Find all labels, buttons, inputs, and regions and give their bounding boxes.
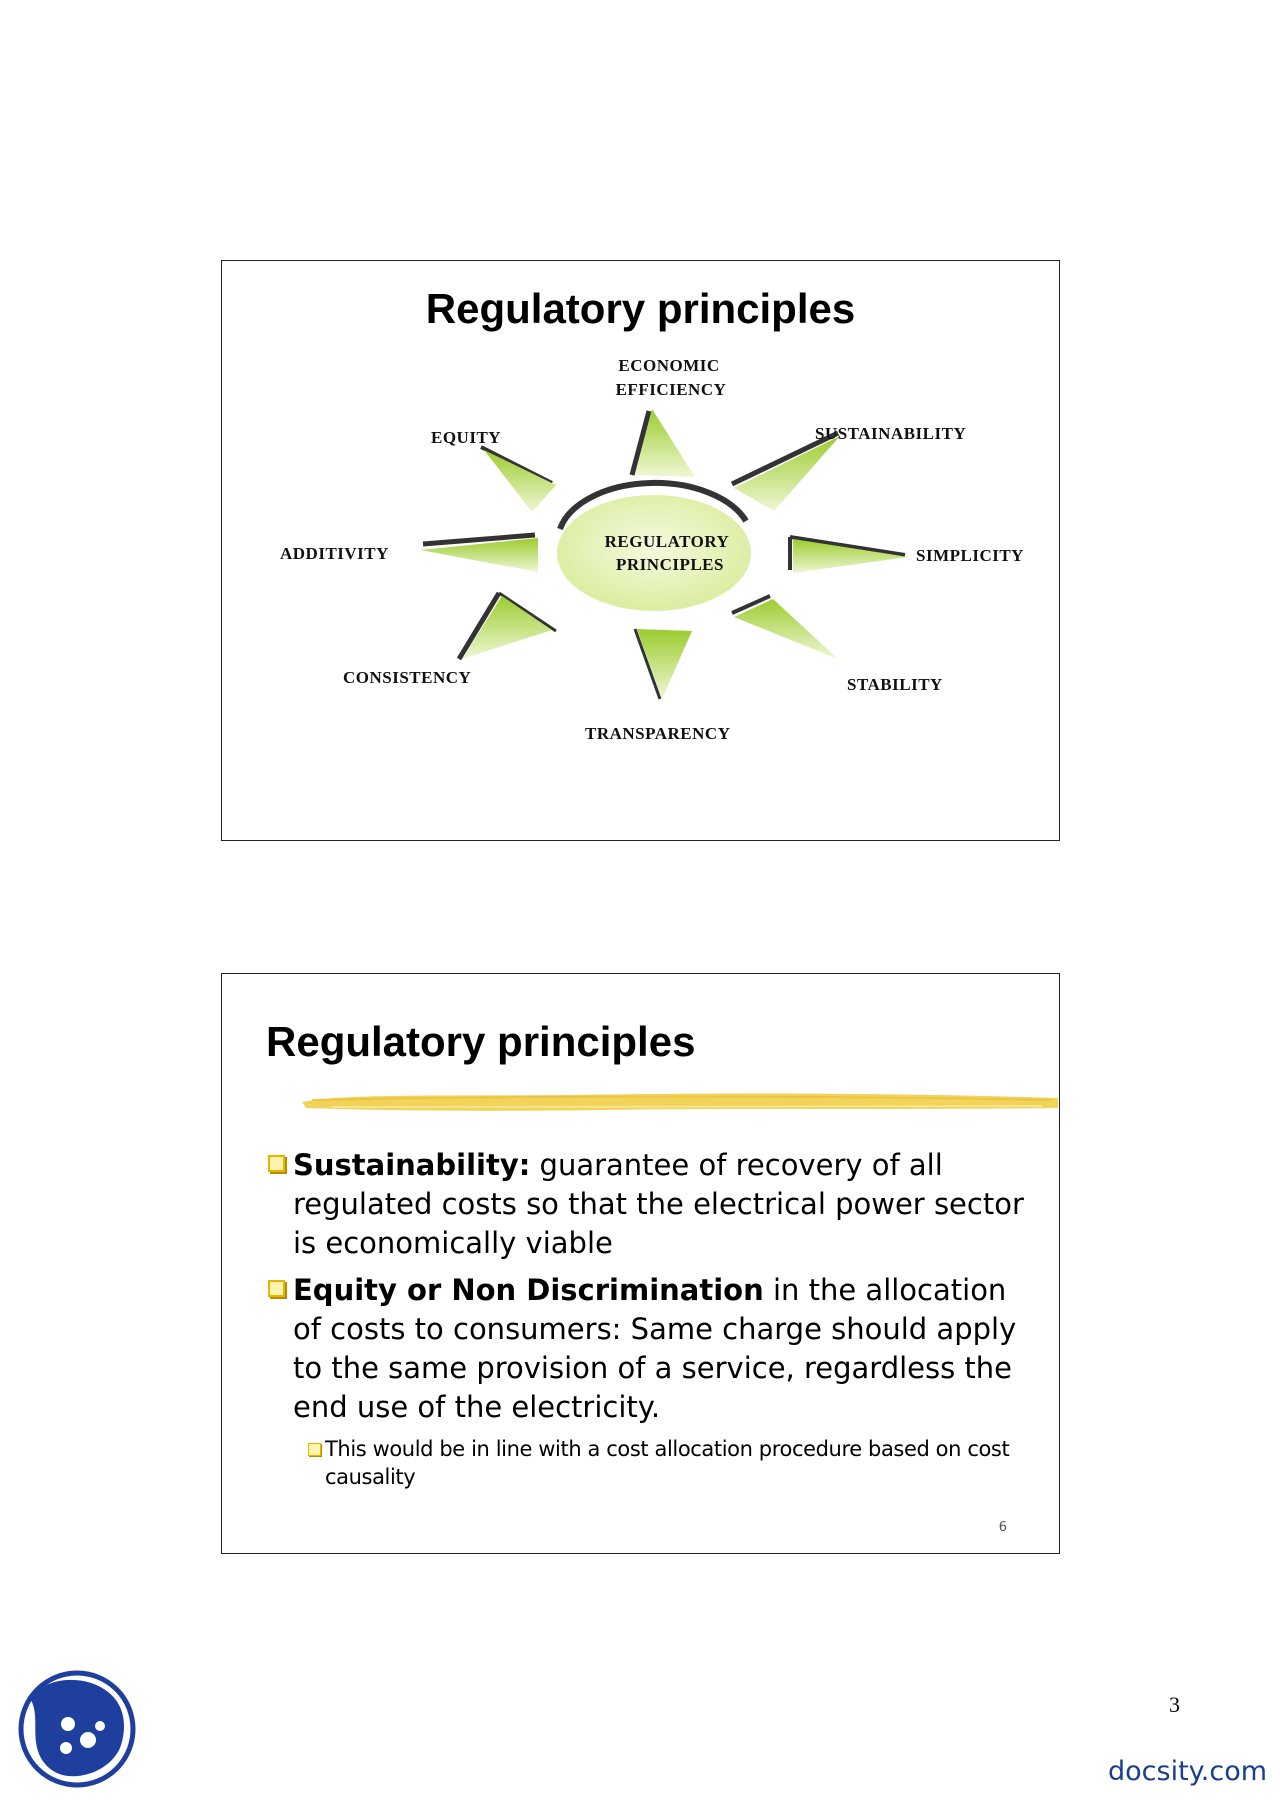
ray-bottom [635,629,692,699]
label-consistency: CONSISTENCY [343,668,472,687]
bullet-term: Sustainability: [293,1148,531,1182]
sub-bullet-text: This would be in line with a cost allocation procedure based on cost causality [325,1437,1010,1489]
slide-1 [221,260,1060,841]
sub-bullet-cost-causality [306,1435,1025,1491]
bullet-equity [266,1271,1026,1427]
label-transparency: TRANSPARENCY [585,724,731,743]
bullet-list [266,1146,1026,1491]
ray-bottom-left [459,593,556,659]
label-stability: STABILITY [847,675,943,694]
label-additivity: ADDITIVITY [280,544,389,563]
label-equity: EQUITY [431,428,502,447]
slide-2 [221,973,1060,1554]
regulatory-principles-diagram [222,261,1058,839]
slide-number: 6 [998,1520,1007,1535]
ray-top [632,409,695,477]
slide-2-title: Regulatory principles [266,1018,696,1065]
page-number: 3 [1169,1692,1180,1717]
bullet-sustainability [266,1146,1026,1263]
ray-top-left [481,447,556,512]
bullet-text: in the allocation of costs to consumers: Same charge should apply to the same provision of a service, regardless the end use of the electricity. [293,1273,1017,1424]
ray-top-right [732,433,840,511]
label-sustainability: SUSTAINABILITY [815,424,967,443]
checkbox-bullet-icon [268,1155,285,1172]
checkbox-bullet-icon [308,1443,321,1456]
docsity-watermark[interactable]: docsity.com [1108,1756,1268,1787]
label-economic: ECONOMIC [618,356,720,375]
ray-left [420,535,538,572]
ray-right [790,537,908,573]
highlighter-stroke [302,1086,1058,1116]
center-label-line2: PRINCIPLES [616,555,724,574]
ray-bottom-right [732,596,838,659]
slide-1-title: Regulatory principles [425,285,856,332]
docsity-logo-icon [16,1668,138,1790]
label-simplicity: SIMPLICITY [916,546,1024,565]
checkbox-bullet-icon [268,1280,285,1297]
center-label-line1: REGULATORY [604,532,730,551]
label-efficiency: EFFICIENCY [615,380,727,399]
bullet-text: guarantee of recovery of all regulated costs so that the electrical power sector is economically viable [293,1148,1024,1260]
bullet-term: Equity or Non Discrimination [293,1273,764,1307]
